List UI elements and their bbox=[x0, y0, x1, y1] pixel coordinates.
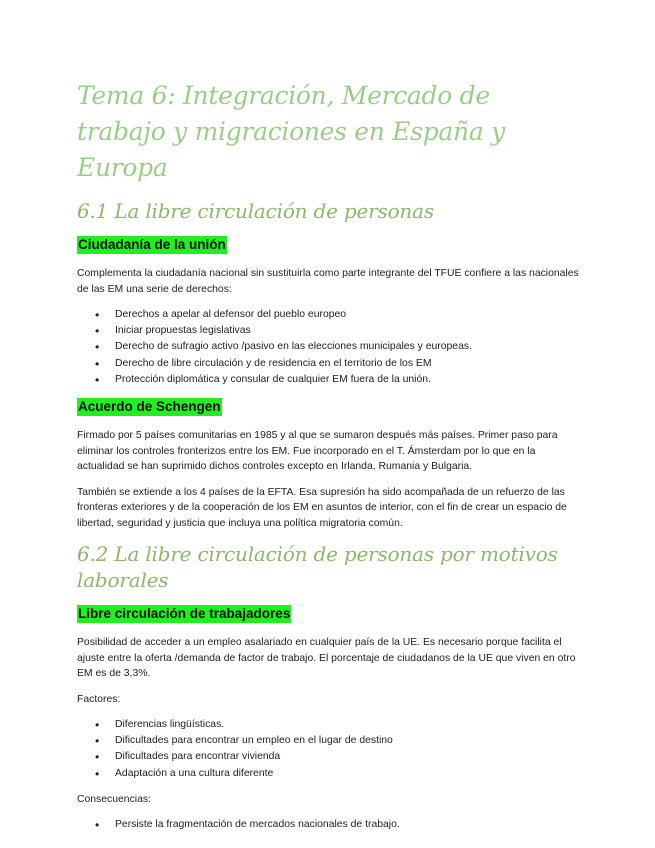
list-item: • Adaptación a una cultura diferente bbox=[95, 766, 274, 781]
bullet-icon: • bbox=[95, 750, 100, 765]
paragraph-ciudadania-intro: Complementa la ciudadanía nacional sin sustituirla como parte integrante del TFUE confiere a las nacionales de las EM una serie de derechos: bbox=[77, 268, 579, 295]
bullet-icon: • bbox=[95, 718, 100, 733]
bullet-icon: • bbox=[95, 766, 100, 781]
list-item: • Dificultades para encontrar un empleo en el lugar de destino bbox=[95, 734, 393, 749]
paragraph-trabajadores: Posibilidad de acceder a un empleo asalariado en cualquier país de la UE. Es necesario porque facilita el ajuste entre la oferta /demanda de factor de trabajo. El porcentaje de ciudadanos de la UE que viven en otro EM es de 3,3%. bbox=[77, 637, 576, 680]
list-item: • Derechos a apelar al defensor del pueblo europeo bbox=[95, 308, 347, 322]
paragraph-schengen-1: Firmado por 5 países comunitarias en 1985 y al que se sumaron después más países. Primer paso para eliminar los controles fronterizos entre los EM. Fue incorporado en el T. Ámsterdam por lo que en la actualidad se han suprimido dichos controles excepto en Irlanda, Rumania y Bulgaria. bbox=[77, 430, 558, 473]
subheading-trabajadores: Libre circulación de trabajadores bbox=[78, 606, 291, 622]
list-derechos bbox=[77, 307, 585, 388]
list-item: • Protección diplomática y consular de cualquier EM fuera de la unión. bbox=[95, 372, 431, 387]
list-item: • Derecho de libre circulación y de residencia en el territorio de los EM bbox=[95, 356, 432, 371]
list-factores bbox=[77, 717, 585, 782]
list-consecuencias bbox=[77, 817, 585, 833]
label-consecuencias: Consecuencias: bbox=[77, 793, 151, 805]
section-heading-6-2: 6.2 La libre circulación de personas por motivos laborales bbox=[77, 542, 558, 593]
list-item: • Iniciar propuestas legislativas bbox=[95, 324, 251, 339]
list-item: • Dificultades para encontrar vivienda bbox=[95, 750, 281, 765]
subheading-ciudadania: Ciudadanía de la unión bbox=[78, 237, 226, 252]
bullet-icon: • bbox=[95, 324, 100, 339]
list-item: • Diferencias lingüísticas. bbox=[95, 718, 225, 733]
bullet-icon: • bbox=[95, 372, 100, 387]
label-factores: Factores: bbox=[77, 693, 121, 705]
subheading-schengen: Acuerdo de Schengen bbox=[78, 399, 221, 415]
paragraph-schengen-2: También se extiende a los 4 países de la EFTA. Esa supresión ha sido acompañada de un refuerzo de las fronteras exteriores y de la cooperación de los EM en asuntos de interior, con el fin de crear un espacio de libertad, seguridad y justicia que incluya una política migratoria común. bbox=[77, 486, 567, 529]
list-item: • Persiste la fragmentación de mercados nacionales de trabajo. bbox=[95, 818, 400, 833]
bullet-icon: • bbox=[95, 308, 100, 322]
document-title: Tema 6: Integración, Mercado de trabajo y migraciones en España y Europa bbox=[77, 81, 505, 182]
bullet-icon: • bbox=[95, 818, 100, 833]
bullet-icon: • bbox=[95, 340, 100, 355]
list-item: • Derecho de sufragio activo /pasivo en las elecciones municipales y europeas. bbox=[95, 340, 472, 355]
bullet-icon: • bbox=[95, 734, 100, 749]
bullet-icon: • bbox=[95, 356, 100, 371]
section-heading-6-1: 6.1 La libre circulación de personas bbox=[77, 199, 434, 223]
